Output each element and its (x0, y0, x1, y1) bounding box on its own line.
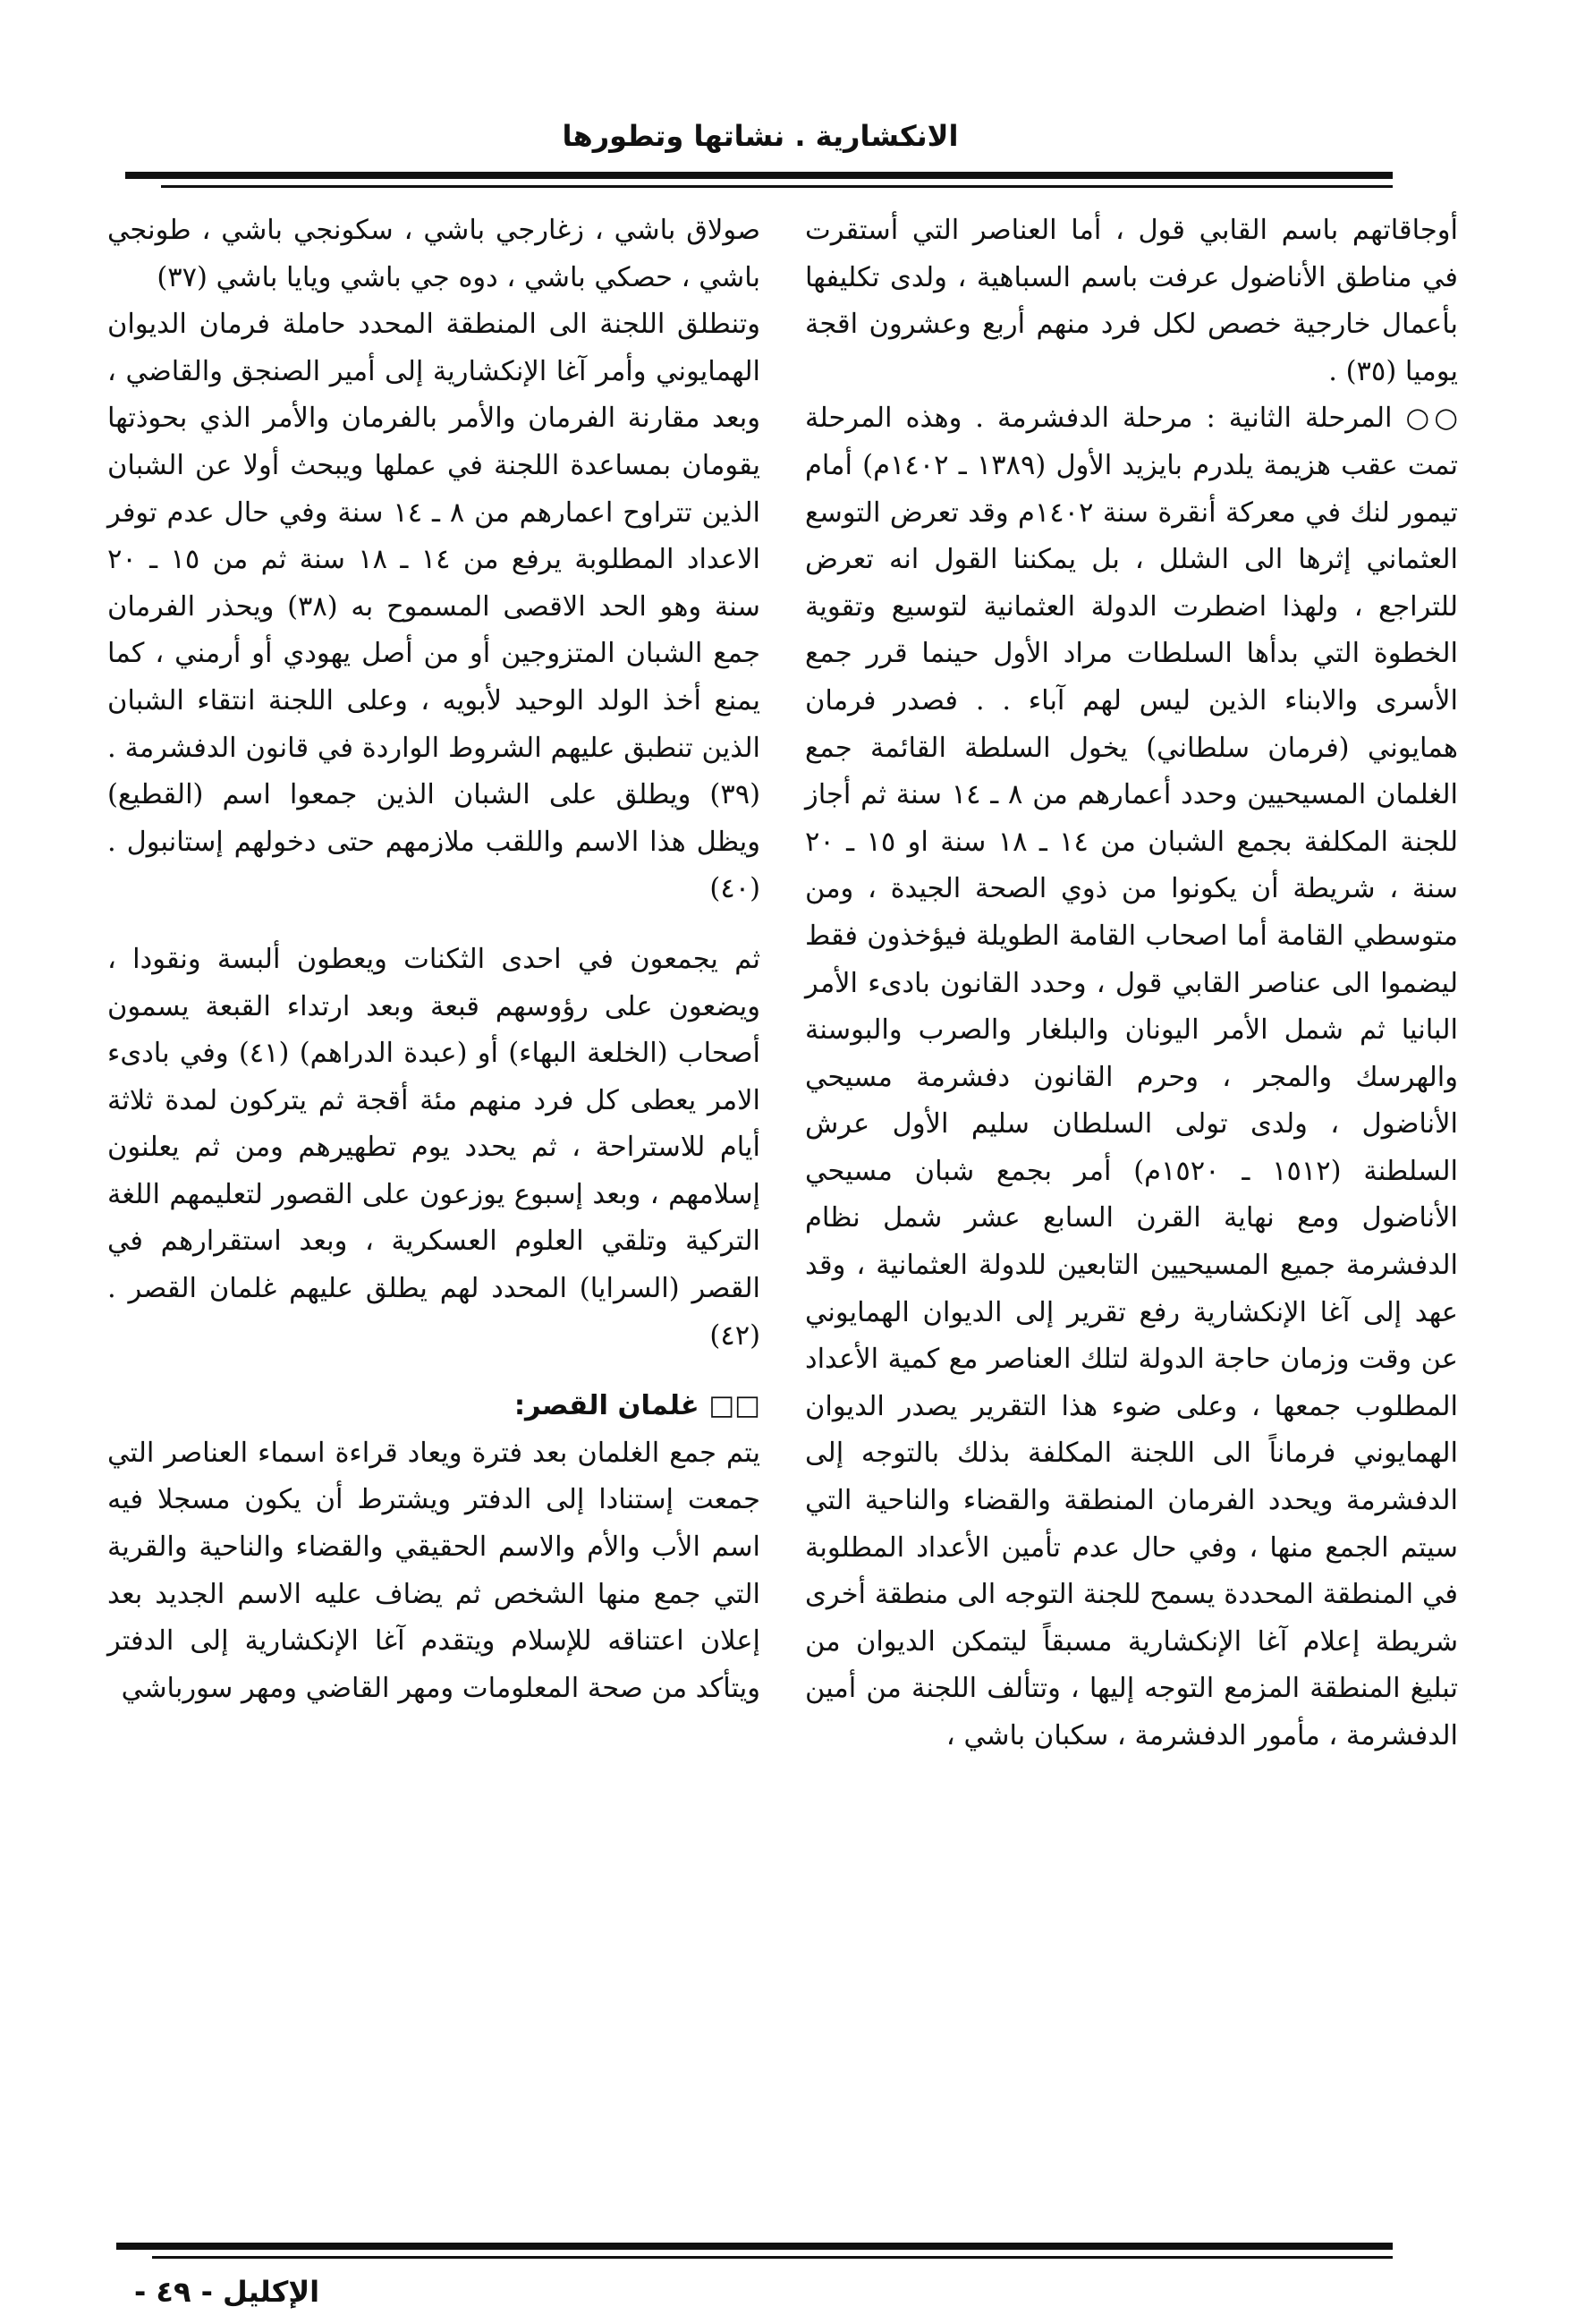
header-rule-thick (125, 172, 1393, 179)
paragraph: ○○ المرحلة الثانية : مرحلة الدفشرمة . وهذه المرحلة تمت عقب هزيمة يلدرم بايزيد الأول (١٣٨٩ ـ ١٤٠٢م) أمام تيمور لنك في معركة أنقرة سنة ١٤٠٢م وقد تعرض التوسع العثماني إثرها الى الشلل ، بل يمكننا القول انه تعرض للتراجع ، ولهذا اضطرت الدولة العثمانية لتوسيع وتقوية الخطوة التي بدأها السلطات مراد الأول حينما قرر جمع الأسرى والابناء الذين ليس لهم آباء . . فصدر فرمان همايوني (فرمان سلطاني) يخول السلطة القائمة جمع الغلمان المسيحيين وحدد أعمارهم من ٨ ـ ١٤ سنة ثم أجاز للجنة المكلفة بجمع الشبان من ١٤ ـ ١٨ سنة او ١٥ ـ ٢٠ سنة ، شريطة أن يكونوا من ذوي الصحة الجيدة ، ومن متوسطي القامة أما اصحاب القامة الطويلة فيؤخذون فقط ليضموا الى عناصر القابي قول ، وحدد القانون بادىء الأمر البانيا ثم شمل الأمر اليونان والبلغار والصرب والبوسنة والهرسك والمجر ، وحرم القانون دفشرمة مسيحي الأناضول ، ولدى تولى السلطان سليم الأول عرش السلطنة (١٥١٢ ـ ١٥٢٠م) أمر بجمع شبان مسيحي الأناضول ومع نهاية القرن السابع عشر شمل نظام الدفشرمة جميع المسيحيين التابعين للدولة العثمانية ، وقد عهد إلى آغا الإنكشارية رفع تقرير إلى الديوان الهمايوني عن وقت وزمان حاجة الدولة لتلك العناصر مع كمية الأعداد المطلوب جمعها ، وعلى ضوء هذا التقرير يصدر الديوان الهمايوني فرماناً الى اللجنة المكلفة بذلك بالتوجه إلى الدفشرمة ويحدد الفرمان المنطقة والقضاء والناحية التي سيتم الجمع منها ، وفي حال عدم تأمين الأعداد المطلوبة في المنطقة المحددة يسمح للجنة التوجه الى منطقة أخرى شريطة إعلام آغا الإنكشارية مسبقاً ليتمكن الديوان من تبليغ المنطقة المزمع التوجه إليها ، وتتألف اللجنة من أمين الدفشرمة ، مأمور الدفشرمة ، سكبان باشي ، (805, 403, 1459, 1751)
page-title: الانكشارية . نشاتها وتطورها (562, 119, 959, 153)
footer-rule-thin (152, 2256, 1393, 2259)
paragraph-gap (107, 913, 760, 937)
header-rule-thin (161, 185, 1393, 188)
footer-rule-thick (116, 2243, 1393, 2250)
paragraph: صولاق باشي ، زغارجي باشي ، سكونجي باشي ، طونجي باشي ، حصكي باشي ، دوه جي باشي ويايا باشي (٣٧) (107, 215, 760, 293)
paragraph-gap (107, 1360, 760, 1383)
page-number: الإكليل - ٤٩ - (134, 2275, 320, 2309)
left-column (107, 208, 760, 1712)
paragraph: أوجاقاتهم باسم القابي قول ، أما العناصر التي أستقرت في مناطق الأناضول عرفت باسم السباهية ، ولدى تكليفها بأعمال خارجية خصص لكل فرد منهم أربع وعشرون اقجة يوميا (٣٥) . (805, 215, 1458, 387)
right-column (805, 208, 1458, 1760)
paragraph: وتنطلق اللجنة الى المنطقة المحدد حاملة فرمان الديوان الهمايوني وأمر آغا الإنكشارية إلى أمير الصنجق والقاضي ، وبعد مقارنة الفرمان والأمر بالفرمان والأمر الذي بحوذتها يقومان بمساعدة اللجنة في عملها ويبحث أولا عن الشبان الذين تتراوح اعمارهم من ٨ ـ ١٤ سنة وفي حال عدم توفر الاعداد المطلوبة يرفع من ١٤ ـ ١٨ سنة ثم من ١٥ ـ ٢٠ سنة وهو الحد الاقصى المسموح به (٣٨) ويحذر الفرمان جمع الشبان المتزوجين أو من أصل يهودي أو أرمني ، كما يمنع أخذ الولد الوحيد لأبويه ، وعلى اللجنة انتقاء الشبان الذين تنطبق عليهم الشروط الواردة في قانون الدفشرمة . (٣٩) ويطلق على الشبان الذين جمعوا اسم (القطيع) ويظل هذا الاسم واللقب ملازمهم حتى دخولهم إستانبول . (٤٠) (107, 309, 761, 905)
section-heading: □□ غلمان القصر: (513, 1390, 760, 1422)
paragraph: ثم يجمعون في احدى الثكنات ويعطون ألبسة ونقودا ، ويضعون على رؤوسهم قبعة وبعد ارتداء القبعة يسمون أصحاب (الخلعة البهاء) أو (عبدة الدراهم) (٤١) وفي بادىء الامر يعطى كل فرد منهم مئة أقجة ثم يتركون لمدة ثلاثة أيام للاستراحة ، ثم يحدد يوم تطهيرهم ومن ثم يعلنون إسلامهم ، وبعد إسبوع يوزعون على القصور لتعليمهم اللغة التركية وتلقي العلوم العسكرية ، وبعد استقرارهم في القصر (السرايا) المحدد لهم يطلق عليهم غلمان القصر . (٤٢) (107, 943, 760, 1352)
paragraph: يتم جمع الغلمان بعد فترة ويعاد قراءة اسماء العناصر التي جمعت إستنادا إلى الدفتر ويشترط أن يكون مسجلا فيه اسم الأب والأم والاسم الحقيقي والقضاء والناحية والقرية التي جمع منها الشخص ثم يضاف عليه الاسم الجديد بعد إعلان اعتناقه للإسلام ويتقدم آغا الإنكشارية إلى الدفتر ويتأكد من صحة المعلومات ومهر القاضي ومهر سورباشي (107, 1437, 760, 1704)
